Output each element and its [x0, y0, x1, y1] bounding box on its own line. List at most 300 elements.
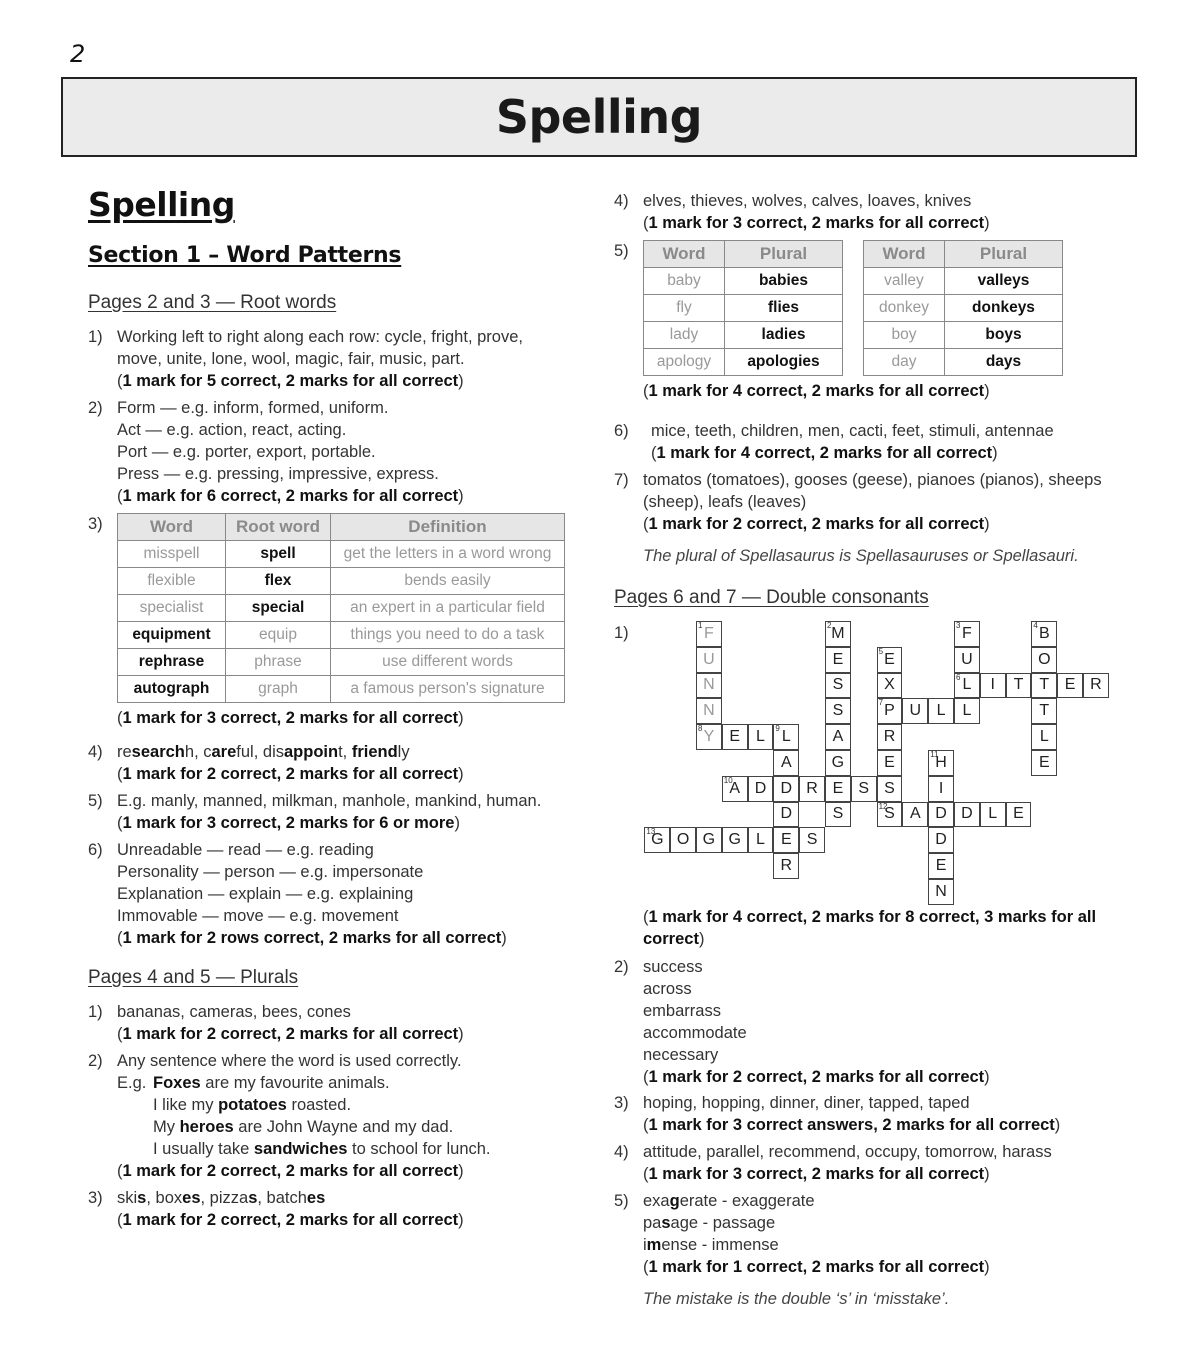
- table-row: [644, 268, 843, 295]
- note: The mistake is the double ‘s’ in ‘misstake’.: [643, 1290, 950, 1308]
- text-segment: erate - exaggerate: [679, 1192, 815, 1210]
- crossword-cell: [851, 776, 877, 802]
- answer-line: bananas, cameras, bees, cones: [117, 1003, 351, 1021]
- subsection-double-consonants: Pages 6 and 7 — Double consonants: [614, 587, 929, 608]
- crossword-cell: [722, 776, 748, 802]
- table-row: [644, 322, 843, 349]
- question-number: 7): [614, 471, 629, 489]
- crossword-cell: [954, 698, 980, 724]
- cell-word: valley: [864, 268, 945, 295]
- crossword-cell: [877, 698, 903, 724]
- mark-scheme: 1 mark for 3 correct, 2 marks for all correct: [648, 214, 985, 232]
- answer-line: E.g. manly, manned, milkman, manhole, mankind, human.: [117, 792, 542, 810]
- answer-line: [643, 1234, 990, 1256]
- table-row: [864, 349, 1063, 376]
- cell-letter: A: [832, 728, 844, 746]
- answer-line: Immovable — move — e.g. movement: [117, 907, 399, 925]
- cell-word: fly: [644, 295, 725, 322]
- answer-line: embarrass: [643, 1002, 721, 1020]
- cell-letter: L: [781, 728, 791, 746]
- cell-word: autograph: [118, 676, 226, 703]
- question-number: 3): [88, 1189, 103, 1207]
- column-header: Word: [864, 241, 945, 268]
- highlighted-letters: es: [182, 1189, 201, 1207]
- question-dc-2: 2) success across embarrass accommodate necessary (1 mark for 2 correct, 2 marks for all correct): [614, 958, 990, 1086]
- cell-word: specialist: [118, 595, 226, 622]
- question-pl-7: 7) tomatos (tomatoes), gooses (geese), pianoes (pianos), sheeps (sheep), leafs (leaves) (1 mark for 2 correct, 2 marks for all correct) The plural of Spellasaurus is Spellasauruses or Spellasauri.: [614, 471, 1102, 565]
- cell-letter: R: [806, 779, 818, 797]
- question-dc-1-mark: (1 mark for 4 correct, 2 marks for 8 correct, 3 marks for all correct): [643, 908, 1097, 948]
- cell-letter: L: [1039, 728, 1049, 746]
- question-number: 6): [614, 422, 629, 440]
- highlighted-letters: s: [661, 1214, 671, 1232]
- cell-letter: E: [1038, 753, 1050, 771]
- column-header: Word: [118, 514, 226, 541]
- example-sentence: Foxes are my favourite animals.: [153, 1074, 390, 1092]
- cell-letter: S: [806, 831, 818, 849]
- clue-number: 10: [723, 775, 733, 785]
- cell-root-word: spell: [226, 541, 331, 568]
- crossword-cell: [773, 776, 799, 802]
- cell-plural: boys: [945, 322, 1063, 349]
- cell-letter: U: [703, 650, 715, 668]
- cell-letter: X: [884, 676, 895, 694]
- cell-letter: U: [961, 650, 973, 668]
- question-pl-1: 1) bananas, cameras, bees, cones (1 mark for 2 correct, 2 marks for all correct): [88, 1003, 464, 1043]
- crossword-cell: [696, 724, 722, 750]
- crossword-cell: [799, 827, 825, 853]
- cell-word: flexible: [118, 568, 226, 595]
- text-segment: i: [643, 1236, 647, 1254]
- question-rw-6: 6) Unreadable — read — e.g. reading Personality — person — e.g. impersonate Explanation — explain — e.g. explaining Immovable — move — e.g. movement (1 mark for 2 rows correct, 2 marks for all correct): [88, 841, 507, 947]
- cell-letter: D: [754, 779, 767, 797]
- cell-letter: U: [909, 702, 922, 720]
- cell-letter: R: [780, 857, 793, 875]
- answer-line: necessary: [643, 1046, 719, 1064]
- crossword-cell: [696, 827, 722, 853]
- question-number: 5): [614, 242, 629, 260]
- cell-letter: D: [961, 805, 973, 823]
- note: The plural of Spellasaurus is Spellasauruses or Spellasauri.: [643, 547, 1079, 565]
- cell-letter: H: [935, 753, 947, 771]
- answer-line: Explanation — explain — e.g. explaining: [117, 885, 414, 903]
- cell-letter: F: [962, 624, 972, 642]
- plural-word: potatoes: [218, 1096, 287, 1114]
- cell-word: apology: [644, 349, 725, 376]
- cell-definition: a famous person's signature: [331, 676, 565, 703]
- question-pl-6: 6) mice, teeth, children, men, cacti, feet, stimuli, antennae (1 mark for 4 correct, 2 marks for all correct): [614, 422, 1054, 462]
- question-rw-3: 3) Word Root word Definition misspell spell get the letters in a word wrong flexible flex bends easily specialist special an expert in a particular field equipment equip things you need to do a task rephrase phrase use different words autograph graph a famous person's signature (1 mark for 3 correct, 2 marks for all correct): [88, 513, 565, 729]
- cell-letter: P: [884, 702, 895, 720]
- question-number: 6): [88, 841, 103, 859]
- cell-letter: S: [832, 676, 844, 694]
- crossword-cell: [1006, 673, 1032, 699]
- question-number: 4): [614, 192, 629, 210]
- crossword-cell: [877, 802, 903, 828]
- column-header: Definition: [331, 514, 565, 541]
- question-number: 3): [88, 515, 103, 533]
- mark-scheme: 1 mark for 3 correct answers, 2 marks for all correct: [648, 1116, 1055, 1134]
- cell-letter: T: [1039, 702, 1050, 720]
- cell-root-word: graph: [226, 676, 331, 703]
- crossword-cell: [980, 673, 1006, 699]
- clue-number: 7: [878, 698, 884, 708]
- crossword-cell: [877, 750, 903, 776]
- cell-word: lady: [644, 322, 725, 349]
- cell-plural: ladies: [725, 322, 843, 349]
- cell-plural: days: [945, 349, 1063, 376]
- example-sentence: I usually take sandwiches to school for lunch.: [153, 1140, 491, 1158]
- answer-line: Unreadable — read — e.g. reading: [117, 841, 374, 859]
- cell-letter: S: [858, 779, 870, 797]
- plural-word: sandwiches: [253, 1140, 348, 1158]
- question-number: 2): [614, 958, 629, 976]
- cell-letter: R: [1090, 676, 1102, 694]
- crossword-cell: [954, 647, 980, 673]
- clue-number: 12: [878, 801, 888, 811]
- mark-scheme: correct: [643, 930, 699, 948]
- text-segment: re: [117, 743, 132, 761]
- cell-letter: N: [703, 702, 715, 720]
- answer-line: Personality — person — e.g. impersonate: [117, 863, 424, 881]
- crossword-cell: [773, 724, 799, 750]
- crossword-cell: [1057, 673, 1083, 699]
- mark-scheme: 1 mark for 4 correct, 2 marks for 8 correct, 3 marks for all: [648, 908, 1097, 926]
- mark-scheme: 1 mark for 6 correct, 2 marks for all correct: [122, 487, 459, 505]
- cell-definition: an expert in a particular field: [331, 595, 565, 622]
- cell-letter: T: [1039, 676, 1050, 694]
- crossword-cell: [748, 827, 774, 853]
- cell-letter: D: [780, 779, 793, 797]
- cell-letter: D: [935, 805, 947, 823]
- crossword-cell: [773, 853, 799, 879]
- section-title: Section 1 – Word Patterns: [88, 243, 402, 268]
- cell-definition: bends easily: [331, 568, 565, 595]
- highlighted-letters: g: [669, 1192, 680, 1210]
- mark-scheme: 1 mark for 2 correct, 2 marks for all correct: [122, 1211, 459, 1229]
- crossword-cell: [1031, 750, 1057, 776]
- crossword-cell: [825, 698, 851, 724]
- text-segment: age - passage: [670, 1214, 776, 1232]
- subsection-root-words: Pages 2 and 3 — Root words: [88, 292, 337, 313]
- table-row: [864, 322, 1063, 349]
- crossword-cell: [877, 776, 903, 802]
- cell-letter: E: [884, 753, 895, 771]
- cell-letter: L: [962, 676, 972, 694]
- text-segment: , pizza: [200, 1189, 249, 1207]
- cell-letter: E: [780, 831, 792, 849]
- cell-letter: E: [832, 779, 844, 797]
- question-number: 2): [88, 399, 103, 417]
- cell-letter: L: [936, 702, 946, 720]
- cell-letter: G: [728, 831, 741, 849]
- cell-letter: L: [988, 805, 998, 823]
- root-word-table: [117, 513, 565, 703]
- plural-word: heroes: [179, 1118, 234, 1136]
- question-number: 1): [614, 624, 629, 642]
- answer-line: accommodate: [643, 1024, 747, 1042]
- question-number: 4): [88, 743, 103, 761]
- page-number: 2: [70, 40, 86, 68]
- crossword-cell: [696, 647, 722, 673]
- column-header: Word: [644, 241, 725, 268]
- answer-line: Working left to right along each row: cycle, fright, prove,: [117, 328, 523, 346]
- crossword-cell: [954, 802, 980, 828]
- plural-word: Foxes: [153, 1074, 201, 1092]
- example-sentence: I like my potatoes roasted.: [153, 1096, 352, 1114]
- cell-plural: babies: [725, 268, 843, 295]
- mark-scheme: 1 mark for 3 correct, 2 marks for 6 or more: [122, 814, 455, 832]
- cell-letter: N: [935, 882, 947, 900]
- crossword-cell: [877, 724, 903, 750]
- crossword-cell: [1031, 647, 1057, 673]
- clue-number: 3: [956, 621, 961, 630]
- cell-root-word: equip: [226, 622, 331, 649]
- crossword-cell: [928, 698, 954, 724]
- cell-letter: Y: [703, 728, 715, 746]
- crossword-cell: [980, 802, 1006, 828]
- cell-letter: E: [832, 650, 844, 668]
- cell-word: equipment: [118, 622, 226, 649]
- crossword-cell: [1031, 698, 1057, 724]
- question-rw-5: 5) E.g. manly, manned, milkman, manhole, mankind, human. (1 mark for 3 correct, 2 marks for 6 or more): [88, 792, 542, 832]
- question-dc-3: 3) hoping, hopping, dinner, diner, tapped, taped (1 mark for 3 correct answers, 2 marks for all correct): [614, 1094, 1061, 1134]
- mark-scheme: 1 mark for 2 correct, 2 marks for all correct: [122, 765, 459, 783]
- mark-scheme: 1 mark for 1 correct, 2 marks for all correct: [648, 1258, 985, 1276]
- clue-number: 11: [930, 750, 939, 759]
- cell-letter: L: [756, 831, 765, 849]
- crossword-cell: [954, 673, 980, 699]
- answer-line: success: [643, 958, 703, 976]
- clue-number: 8: [698, 724, 703, 734]
- cell-letter: S: [832, 702, 844, 720]
- cell-letter: L: [962, 702, 972, 720]
- cell-word: day: [864, 349, 945, 376]
- question-rw-4: 4) researchh, careful, disappoint, friendly (1 mark for 2 correct, 2 marks for all correct): [88, 743, 464, 783]
- crossword-cell: [773, 827, 799, 853]
- cell-root-word: special: [226, 595, 331, 622]
- question-number: 5): [614, 1192, 629, 1210]
- subsection-plurals: Pages 4 and 5 — Plurals: [88, 967, 299, 988]
- cell-word: baby: [644, 268, 725, 295]
- text-segment: c: [203, 743, 212, 761]
- text-segment: ski: [117, 1189, 138, 1207]
- mark-scheme: 1 mark for 4 correct, 2 marks for all correct: [648, 382, 985, 400]
- cell-letter: G: [702, 831, 716, 849]
- crossword-cell: [825, 776, 851, 802]
- cell-letter: A: [729, 779, 741, 797]
- cell-word: rephrase: [118, 649, 226, 676]
- table-row: [118, 622, 565, 649]
- question-pl-5: 5) Word Plural baby babies fly flies lady ladies apology apologies Word Plural valley valleys donkey donkeys boy boys day days (1 mark for 4 correct, 2 marks for all correct): [614, 240, 1063, 402]
- mark-scheme: 1 mark for 5 correct, 2 marks for all correct: [122, 372, 459, 390]
- cell-plural: donkeys: [945, 295, 1063, 322]
- cell-root-word: flex: [226, 568, 331, 595]
- highlighted-letters: search: [131, 743, 185, 761]
- cell-letter: E: [1064, 676, 1076, 694]
- page-heading: Spelling: [88, 185, 235, 224]
- question-pl-4: 4) elves, thieves, wolves, calves, loaves, knives (1 mark for 3 correct, 2 marks for all correct): [614, 192, 990, 232]
- crossword-cell: [696, 621, 722, 647]
- answer-line: (sheep), leafs (leaves): [643, 493, 807, 511]
- cell-letter: E: [729, 728, 741, 746]
- text-segment: ense - immense: [661, 1236, 779, 1254]
- table-row: [644, 349, 843, 376]
- cell-letter: E: [1013, 805, 1024, 823]
- crossword-cell: [902, 802, 928, 828]
- cell-letter: G: [831, 753, 845, 771]
- clue-number: 9: [775, 724, 780, 734]
- crossword-cell: [928, 776, 954, 802]
- answer-line: tomatos (tomatoes), gooses (geese), pianoes (pianos), sheeps: [643, 471, 1102, 489]
- crossword-cell: [928, 879, 954, 905]
- crossword-cell: [696, 698, 722, 724]
- crossword-cell: [773, 802, 799, 828]
- highlighted-letters: es: [306, 1189, 326, 1207]
- text-segment: dis: [262, 743, 284, 761]
- table-row: [864, 268, 1063, 295]
- answer-line: [643, 1212, 990, 1234]
- answer-line: move, unite, lone, wool, magic, fair, music, part.: [117, 350, 465, 368]
- text-segment: ly: [397, 743, 410, 761]
- cell-word: boy: [864, 322, 945, 349]
- crossword-cell: [748, 724, 774, 750]
- answer-line: attitude, parallel, recommend, occupy, tomorrow, harass: [643, 1143, 1052, 1161]
- crossword-cell: [1006, 802, 1032, 828]
- cell-letter: E: [884, 650, 895, 668]
- table-row: [118, 568, 565, 595]
- eg-label: E.g.: [117, 1074, 147, 1092]
- answer-line: across: [643, 980, 692, 998]
- question-dc-5: 5) exagerate - exaggerate pasage - passage imense - immense (1 mark for 1 correct, 2 marks for all correct) The mistake is the double ‘s’ in ‘misstake’.: [614, 1192, 990, 1308]
- question-dc-4: 4) attitude, parallel, recommend, occupy, tomorrow, harass (1 mark for 3 correct, 2 marks for all correct): [614, 1143, 1052, 1183]
- cell-letter: G: [651, 831, 664, 849]
- crossword-cell: [825, 724, 851, 750]
- column-header: Root word: [226, 514, 331, 541]
- cell-definition: things you need to do a task: [331, 622, 565, 649]
- text-segment: pa: [643, 1214, 662, 1232]
- mark-scheme: 1 mark for 2 rows correct, 2 marks for all correct: [122, 929, 502, 947]
- clue-number: 1: [698, 621, 703, 630]
- crossword-cell: [644, 827, 670, 853]
- crossword-cell: [877, 673, 903, 699]
- plural-table-b: [863, 240, 1063, 376]
- clue-number: 13: [646, 827, 656, 837]
- answer-line: Press — e.g. pressing, impressive, express.: [117, 465, 439, 483]
- mark-scheme: 1 mark for 3 correct, 2 marks for all correct: [122, 709, 459, 727]
- mark-scheme: 1 mark for 4 correct, 2 marks for all correct: [656, 444, 993, 462]
- text-segment: t,: [338, 743, 352, 761]
- cell-letter: S: [884, 805, 895, 823]
- table-row: [118, 676, 565, 703]
- cell-letter: R: [883, 728, 896, 746]
- table-row: [864, 295, 1063, 322]
- table-row: [118, 541, 565, 568]
- text-segment: , box: [146, 1189, 183, 1207]
- question-number: 1): [88, 1003, 103, 1021]
- cell-plural: flies: [725, 295, 843, 322]
- cell-letter: I: [938, 779, 944, 797]
- mark-scheme: 1 mark for 2 correct, 2 marks for all correct: [122, 1162, 459, 1180]
- question-number: 2): [88, 1052, 103, 1070]
- question-pl-2: 2) Any sentence where the word is used correctly. E.g. Foxes are my favourite animals. I like my potatoes roasted. My heroes are John Wayne and my dad. I usually take sandwiches to school for lunch. (1 mark for 2 correct, 2 marks for all correct): [88, 1052, 491, 1180]
- text-segment: exa: [643, 1192, 670, 1210]
- question-number: 4): [614, 1143, 629, 1161]
- crossword-cell: [928, 827, 954, 853]
- plural-table-a: [643, 240, 843, 376]
- highlighted-letters: s: [248, 1189, 258, 1207]
- table-row: [118, 595, 565, 622]
- mark-scheme: 1 mark for 2 correct, 2 marks for all correct: [648, 1068, 985, 1086]
- cell-letter: E: [935, 857, 947, 875]
- crossword-cell: [825, 750, 851, 776]
- highlighted-letters: appoin: [283, 743, 339, 761]
- table-row: [118, 649, 565, 676]
- crossword-cell: [722, 724, 748, 750]
- answer-line: [117, 1187, 464, 1209]
- clue-number: 5: [878, 646, 884, 656]
- answer-line: [117, 741, 464, 763]
- question-pl-3: 3) skis, boxes, pizzas, batches (1 mark for 2 correct, 2 marks for all correct): [88, 1189, 464, 1229]
- question-rw-2: 2) Form — e.g. inform, formed, uniform. Act — e.g. action, react, acting. Port — e.g. porter, export, portable. Press — e.g. pressing, impressive, express. (1 mark for 6 correct, 2 marks for all correct): [88, 399, 464, 505]
- question-number: 5): [88, 792, 103, 810]
- chapter-banner: [61, 77, 1137, 157]
- crossword-cell: [773, 750, 799, 776]
- answer-line: elves, thieves, wolves, calves, loaves, knives: [643, 192, 972, 210]
- cell-letter: I: [990, 676, 995, 694]
- answer-line: [643, 1190, 990, 1212]
- cell-word: donkey: [864, 295, 945, 322]
- highlighted-letters: s: [137, 1189, 147, 1207]
- answer-line: Form — e.g. inform, formed, uniform.: [117, 399, 389, 417]
- cell-plural: apologies: [725, 349, 843, 376]
- highlighted-letters: friend: [351, 743, 398, 761]
- question-number: 1): [88, 328, 103, 346]
- answer-line: mice, teeth, children, men, cacti, feet, stimuli, antennae: [651, 422, 1054, 440]
- cell-plural: valleys: [945, 268, 1063, 295]
- cell-letter: O: [1038, 650, 1051, 668]
- cell-letter: M: [831, 624, 845, 642]
- answer-line: hoping, hopping, dinner, diner, tapped, taped: [643, 1094, 970, 1112]
- crossword-cell: [722, 827, 748, 853]
- answer-line: Port — e.g. porter, export, portable.: [117, 443, 376, 461]
- crossword-cell: [1083, 673, 1109, 699]
- clue-number: 6: [956, 672, 961, 682]
- cell-word: misspell: [118, 541, 226, 568]
- cell-letter: L: [756, 728, 765, 746]
- crossword-cell: [799, 776, 825, 802]
- column-header: Plural: [945, 241, 1063, 268]
- cell-letter: T: [1013, 676, 1024, 694]
- crossword-cell: [954, 621, 980, 647]
- crossword-cell: [928, 802, 954, 828]
- table-row: [644, 295, 843, 322]
- crossword-cell: [670, 827, 696, 853]
- mark-scheme: 1 mark for 3 correct, 2 marks for all correct: [648, 1165, 985, 1183]
- cell-definition: get the letters in a word wrong: [331, 541, 565, 568]
- clue-number: 2: [827, 621, 832, 630]
- question-rw-1: 1) Working left to right along each row: cycle, fright, prove, move, unite, lone, wool, magic, fair, music, part. (1 mark for 5 correct, 2 marks for all correct): [88, 328, 523, 390]
- example-sentence: My heroes are John Wayne and my dad.: [153, 1118, 454, 1136]
- cell-letter: S: [832, 805, 844, 823]
- clue-number: 4: [1033, 621, 1038, 630]
- crossword-cell: [928, 750, 954, 776]
- mark-scheme: 1 mark for 2 correct, 2 marks for all correct: [122, 1025, 459, 1043]
- cell-letter: O: [676, 831, 690, 849]
- crossword-cell: [1031, 724, 1057, 750]
- cell-letter: D: [780, 805, 793, 823]
- crossword-cell: [877, 647, 903, 673]
